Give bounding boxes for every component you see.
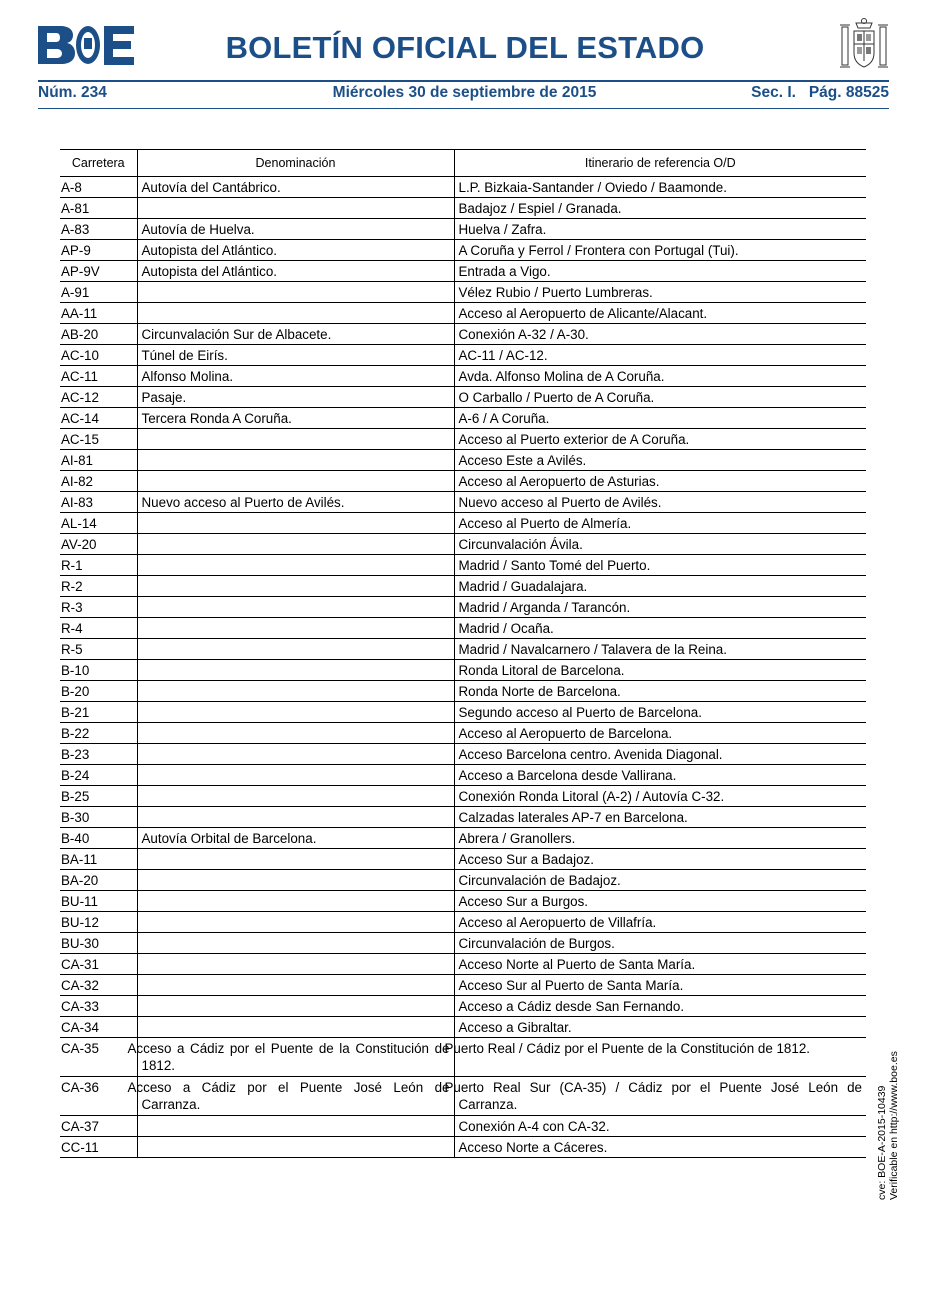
table-row [60, 1038, 866, 1077]
road-route: Acceso a Gibraltar. [454, 1017, 866, 1038]
roads-table [60, 149, 866, 1158]
road-name [137, 702, 454, 723]
road-code: B-30 [60, 807, 137, 828]
road-route: Acceso Este a Avilés. [454, 450, 866, 471]
road-route: Segundo acceso al Puerto de Barcelona. [454, 702, 866, 723]
table-row [60, 723, 866, 744]
road-code: AC-14 [60, 408, 137, 429]
road-name: Tercera Ronda A Coruña. [137, 408, 454, 429]
road-route: Ronda Norte de Barcelona. [454, 681, 866, 702]
table-row [60, 198, 866, 219]
table-row [60, 891, 866, 912]
header-rule [38, 80, 889, 82]
table-row [60, 576, 866, 597]
road-code: AI-81 [60, 450, 137, 471]
road-name [137, 471, 454, 492]
table-row [60, 744, 866, 765]
table-row [60, 702, 866, 723]
road-code: AV-20 [60, 534, 137, 555]
road-route: Abrera / Granollers. [454, 828, 866, 849]
road-route: Acceso al Aeropuerto de Alicante/Alacant. [454, 303, 866, 324]
road-name [137, 891, 454, 912]
road-route: O Carballo / Puerto de A Coruña. [454, 387, 866, 408]
road-code: BU-12 [60, 912, 137, 933]
road-name: Pasaje. [137, 387, 454, 408]
road-code: AC-10 [60, 345, 137, 366]
table-row [60, 366, 866, 387]
road-name [137, 975, 454, 996]
road-route: A Coruña y Ferrol / Frontera con Portugal (Tui). [454, 240, 866, 261]
road-route: Acceso Sur al Puerto de Santa María. [454, 975, 866, 996]
road-name [137, 513, 454, 534]
table-row [60, 681, 866, 702]
road-name [137, 723, 454, 744]
road-name [137, 597, 454, 618]
road-name [137, 933, 454, 954]
table-row [60, 219, 866, 240]
table-row [60, 240, 866, 261]
table-row [60, 492, 866, 513]
road-name [137, 786, 454, 807]
road-name [137, 996, 454, 1017]
page-title: BOLETÍN OFICIAL DEL ESTADO [225, 30, 705, 65]
header-subrule [38, 108, 889, 109]
road-code: CA-37 [60, 1116, 137, 1137]
road-name [137, 849, 454, 870]
road-route: Huelva / Zafra. [454, 219, 866, 240]
road-route: Conexión Ronda Litoral (A-2) / Autovía C-32. [454, 786, 866, 807]
table-row [60, 975, 866, 996]
road-code: R-5 [60, 639, 137, 660]
road-route: Circunvalación Ávila. [454, 534, 866, 555]
road-name: Alfonso Molina. [137, 366, 454, 387]
road-code: AP-9 [60, 240, 137, 261]
road-route: Acceso Norte al Puerto de Santa María. [454, 954, 866, 975]
road-route: Madrid / Ocaña. [454, 618, 866, 639]
road-code: CA-32 [60, 975, 137, 996]
road-name: Circunvalación Sur de Albacete. [137, 324, 454, 345]
road-route: Acceso a Cádiz desde San Fernando. [454, 996, 866, 1017]
table-row [60, 1017, 866, 1038]
table-header-row [60, 150, 866, 177]
road-route: Acceso Norte a Cáceres. [454, 1137, 866, 1158]
road-route: Acceso al Puerto exterior de A Coruña. [454, 429, 866, 450]
road-name: Autovía Orbital de Barcelona. [137, 828, 454, 849]
road-code: BA-11 [60, 849, 137, 870]
table-row [60, 912, 866, 933]
road-code: A-83 [60, 219, 137, 240]
road-name [137, 912, 454, 933]
road-name [137, 282, 454, 303]
road-name [137, 429, 454, 450]
table-row [60, 408, 866, 429]
road-code: R-4 [60, 618, 137, 639]
road-route: Acceso Barcelona centro. Avenida Diagonal. [454, 744, 866, 765]
table-row [60, 387, 866, 408]
col-header-carretera: Carretera [60, 150, 137, 177]
road-code: R-3 [60, 597, 137, 618]
road-route: Madrid / Guadalajara. [454, 576, 866, 597]
road-code: CA-31 [60, 954, 137, 975]
road-name [137, 450, 454, 471]
road-name: Nuevo acceso al Puerto de Avilés. [137, 492, 454, 513]
road-route: Acceso al Aeropuerto de Barcelona. [454, 723, 866, 744]
road-route: Acceso a Barcelona desde Vallirana. [454, 765, 866, 786]
road-name [137, 744, 454, 765]
table-row [60, 597, 866, 618]
table-row [60, 1116, 866, 1137]
road-route: Ronda Litoral de Barcelona. [454, 660, 866, 681]
table-row [60, 282, 866, 303]
table-row [60, 303, 866, 324]
table-row [60, 534, 866, 555]
road-code: CA-36 [60, 1077, 137, 1116]
road-code: B-24 [60, 765, 137, 786]
table-row [60, 513, 866, 534]
issue-date: Miércoles 30 de septiembre de 2015 [332, 84, 597, 101]
road-code: A-8 [60, 177, 137, 198]
col-header-itinerario: Itinerario de referencia O/D [454, 150, 866, 177]
section-page: Sec. I. Pág. 88525 [751, 84, 889, 101]
road-name [137, 765, 454, 786]
road-route: Puerto Real Sur (CA-35) / Cádiz por el Puente José León de Carranza. [454, 1077, 866, 1116]
table-row [60, 849, 866, 870]
table-row [60, 450, 866, 471]
road-code: B-25 [60, 786, 137, 807]
road-name [137, 618, 454, 639]
road-code: AC-12 [60, 387, 137, 408]
road-name [137, 198, 454, 219]
road-name [137, 576, 454, 597]
road-code: BU-11 [60, 891, 137, 912]
road-code: AL-14 [60, 513, 137, 534]
road-code: AA-11 [60, 303, 137, 324]
verify-url: Verificable en http://www.boe.es [888, 1051, 900, 1200]
road-name: Túnel de Eirís. [137, 345, 454, 366]
road-name [137, 303, 454, 324]
table-row [60, 429, 866, 450]
table-row [60, 324, 866, 345]
road-code: R-1 [60, 555, 137, 576]
road-route: Acceso al Aeropuerto de Asturias. [454, 471, 866, 492]
road-code: B-21 [60, 702, 137, 723]
road-name: Acceso a Cádiz por el Puente José León de Carranza. [137, 1077, 454, 1116]
road-route: AC-11 / AC-12. [454, 345, 866, 366]
table-row [60, 954, 866, 975]
road-code: B-22 [60, 723, 137, 744]
road-name [137, 954, 454, 975]
table-row [60, 639, 866, 660]
col-header-denominacion: Denominación [137, 150, 454, 177]
table-row [60, 996, 866, 1017]
road-code: AC-11 [60, 366, 137, 387]
road-route: Madrid / Arganda / Tarancón. [454, 597, 866, 618]
road-route: Calzadas laterales AP-7 en Barcelona. [454, 807, 866, 828]
road-name [137, 870, 454, 891]
road-name: Autopista del Atlántico. [137, 261, 454, 282]
road-route: Acceso al Puerto de Almería. [454, 513, 866, 534]
road-name [137, 660, 454, 681]
table-row [60, 786, 866, 807]
road-route: Conexión A-32 / A-30. [454, 324, 866, 345]
road-route: A-6 / A Coruña. [454, 408, 866, 429]
road-route: Acceso Sur a Badajoz. [454, 849, 866, 870]
road-code: CA-33 [60, 996, 137, 1017]
table-row [60, 1077, 866, 1116]
table-row [60, 618, 866, 639]
road-code: CC-11 [60, 1137, 137, 1158]
road-name [137, 555, 454, 576]
cve-code: cve: BOE-A-2015-10439 [876, 1085, 888, 1200]
road-name [137, 534, 454, 555]
road-code: B-40 [60, 828, 137, 849]
road-code: BU-30 [60, 933, 137, 954]
table-row [60, 870, 866, 891]
road-code: B-23 [60, 744, 137, 765]
road-name [137, 1116, 454, 1137]
road-route: Circunvalación de Burgos. [454, 933, 866, 954]
road-route: Entrada a Vigo. [454, 261, 866, 282]
road-name [137, 807, 454, 828]
table-row [60, 471, 866, 492]
road-code: B-20 [60, 681, 137, 702]
road-code: AP-9V [60, 261, 137, 282]
road-route: Madrid / Santo Tomé del Puerto. [454, 555, 866, 576]
road-route: Avda. Alfonso Molina de A Coruña. [454, 366, 866, 387]
road-route: Nuevo acceso al Puerto de Avilés. [454, 492, 866, 513]
table-row [60, 660, 866, 681]
road-name [137, 639, 454, 660]
road-route: Acceso Sur a Burgos. [454, 891, 866, 912]
road-route: Vélez Rubio / Puerto Lumbreras. [454, 282, 866, 303]
table-row [60, 933, 866, 954]
table-row [60, 765, 866, 786]
road-route: Badajoz / Espiel / Granada. [454, 198, 866, 219]
table-row [60, 1137, 866, 1158]
road-route: L.P. Bizkaia-Santander / Oviedo / Baamonde. [454, 177, 866, 198]
road-route: Circunvalación de Badajoz. [454, 870, 866, 891]
road-name [137, 681, 454, 702]
road-name: Autovía de Huelva. [137, 219, 454, 240]
road-code: AB-20 [60, 324, 137, 345]
table-row [60, 807, 866, 828]
road-code: AC-15 [60, 429, 137, 450]
road-code: AI-82 [60, 471, 137, 492]
road-code: CA-35 [60, 1038, 137, 1077]
table-row [60, 828, 866, 849]
table-row [60, 345, 866, 366]
road-name [137, 1017, 454, 1038]
table-row [60, 555, 866, 576]
issue-number: Núm. 234 [38, 84, 107, 101]
boe-logo [38, 24, 134, 66]
road-code: CA-34 [60, 1017, 137, 1038]
verification-note [876, 1051, 900, 1200]
road-code: R-2 [60, 576, 137, 597]
table-row [60, 177, 866, 198]
road-code: BA-20 [60, 870, 137, 891]
road-name: Autovía del Cantábrico. [137, 177, 454, 198]
road-name: Autopista del Atlántico. [137, 240, 454, 261]
road-route: Conexión A-4 con CA-32. [454, 1116, 866, 1137]
road-code: B-10 [60, 660, 137, 681]
road-code: A-81 [60, 198, 137, 219]
road-code: AI-83 [60, 492, 137, 513]
road-code: A-91 [60, 282, 137, 303]
table-row [60, 261, 866, 282]
road-route: Madrid / Navalcarnero / Talavera de la Reina. [454, 639, 866, 660]
coat-of-arms-icon [838, 17, 890, 73]
road-route: Acceso al Aeropuerto de Villafría. [454, 912, 866, 933]
road-route: Puerto Real / Cádiz por el Puente de la Constitución de 1812. [454, 1038, 866, 1077]
road-name [137, 1137, 454, 1158]
road-name: Acceso a Cádiz por el Puente de la Constitución de 1812. [137, 1038, 454, 1077]
